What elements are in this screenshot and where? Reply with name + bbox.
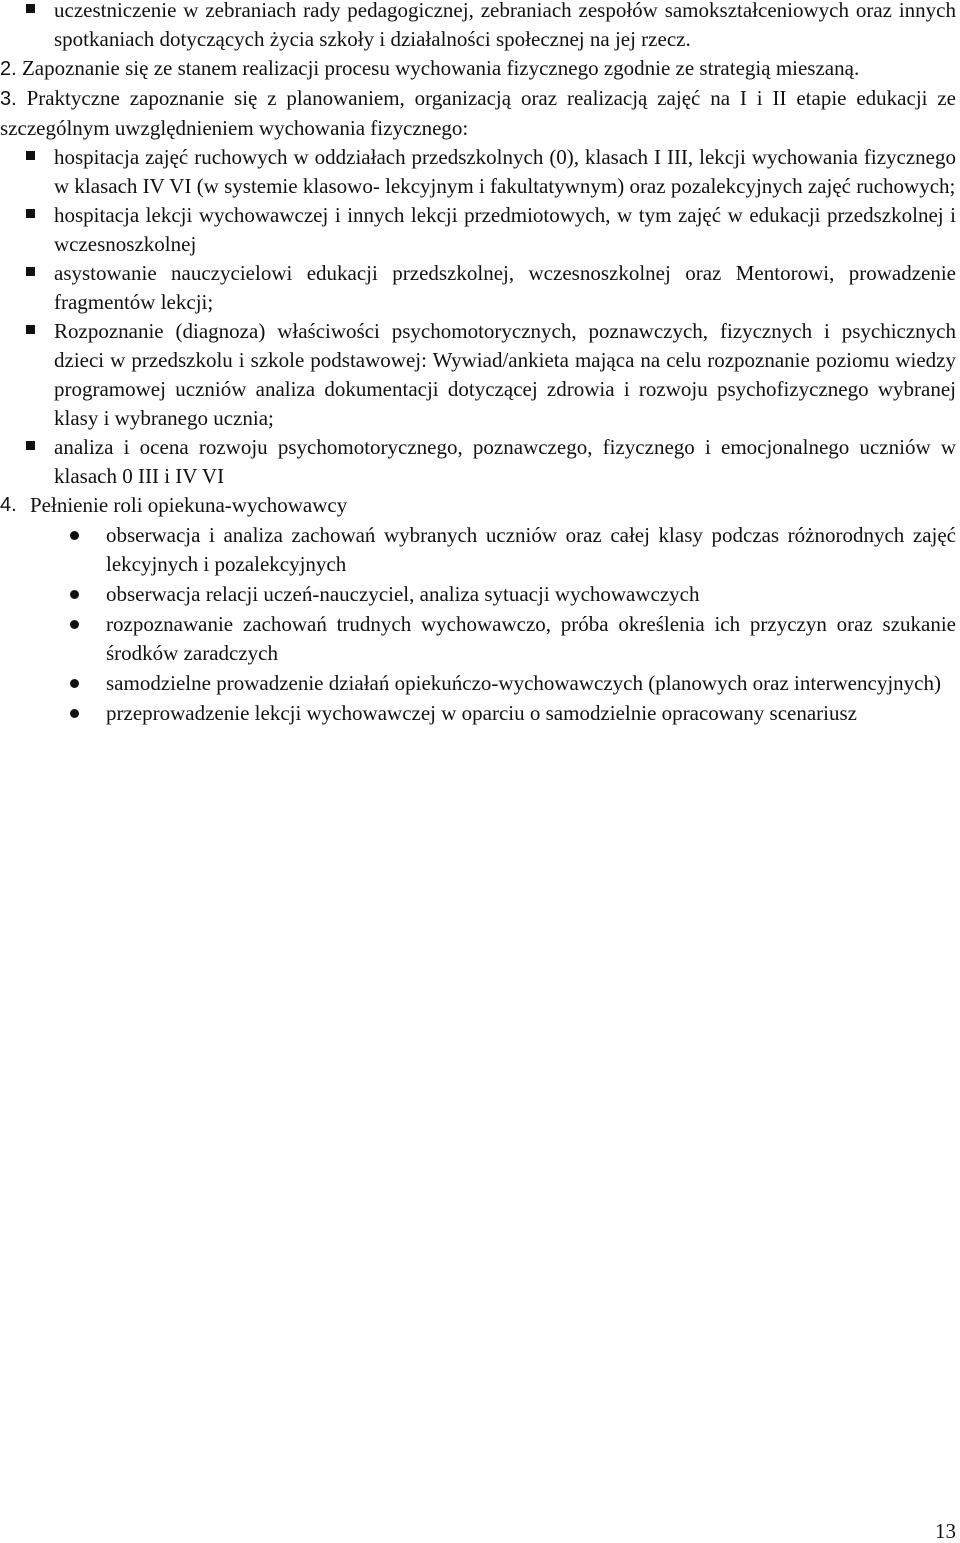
numbered-item-3 (0, 84, 956, 143)
list-item-text: przeprowadzenie lekcji wychowawczej w oparciu o samodzielnie opracowany scenariusz (106, 701, 857, 725)
round-bullet-icon (70, 531, 79, 540)
item-number: 3. (0, 88, 17, 110)
list-item (0, 201, 956, 259)
square-bullet-icon (26, 151, 35, 160)
list-item (0, 521, 956, 579)
list-item-text: uczestniczenie w zebraniach rady pedagogicznej, zebraniach zespołów samokształceniowych oraz innych spotkaniach dotyczących życia szkoły i działalności społecznej na jej rzecz. (54, 0, 956, 51)
list-item-text: obserwacja i analiza zachowań wybranych uczniów oraz całej klasy podczas różnorodnych zajęć lekcyjnych i pozalekcyjnych (106, 523, 956, 576)
numbered-item-2 (0, 54, 956, 84)
numbered-item-4 (0, 491, 956, 520)
list-item (0, 699, 956, 728)
round-bullet-icon (70, 620, 79, 629)
item-text: Praktyczne zapoznanie się z planowaniem, organizacją oraz realizacją zajęć na I i II etapie edukacji ze szczególnym uwzględnieniem wychowania fizycznego: (0, 86, 957, 140)
round-bullet-icon (70, 709, 79, 718)
list-item-text: asystowanie nauczycielowi edukacji przedszkolnej, wczesnoszkolnej oraz Mentorowi, prowadzenie fragmentów lekcji; (54, 261, 956, 314)
list-item (0, 259, 956, 317)
square-bullet-icon (26, 267, 35, 276)
list-item (0, 143, 956, 201)
list-item-text: analiza i ocena rozwoju psychomotorycznego, poznawczego, fizycznego i emocjonalnego uczniów w klasach 0 III i IV VI (54, 435, 956, 488)
list-item (0, 610, 956, 668)
item-number: 2. (0, 58, 17, 80)
list-item-text: hospitacja zajęć ruchowych w oddziałach przedszkolnych (0), klasach I III, lekcji wychowania fizycznego w klasach IV VI (w systemie klasowo- lekcyjnym i fakultatywnym) oraz pozalekcyjnych zajęć ruchowych; (54, 145, 956, 198)
document-content (0, 0, 956, 728)
list-item-text: obserwacja relacji uczeń-nauczyciel, analiza sytuacji wychowawczych (106, 582, 700, 606)
square-bullet-icon (26, 209, 35, 218)
item-number: 4. (0, 494, 17, 516)
list-item (0, 580, 956, 609)
page-number: 13 (935, 1519, 956, 1543)
list-item-text: hospitacja lekcji wychowawczej i innych lekcji przedmiotowych, w tym zajęć w edukacji przedszkolnej i wczesnoszkolnej (54, 203, 956, 256)
list-item-text: Rozpoznanie (diagnoza) właściwości psychomotorycznych, poznawczych, fizycznych i psychicznych dzieci w przedszkolu i szkole podstawowej: Wywiad/ankieta mająca na celu rozpoznanie poziomu wiedzy programowej uczniów analiza dokumentacji dotyczącej zdrowia i rozwoju psychofizycznego wybranej klasy i wybranego ucznia; (54, 319, 956, 430)
list-item-text: samodzielne prowadzenie działań opiekuńczo-wychowawczych (planowych oraz interwencyjnych) (106, 671, 941, 695)
square-bullet-icon (26, 4, 35, 13)
round-bullet-icon (70, 590, 79, 599)
round-bullet-icon (70, 679, 79, 688)
item-text: Zapoznanie się ze stanem realizacji procesu wychowania fizycznego zgodnie ze strategią mieszaną. (21, 56, 860, 80)
list-item-text: rozpoznawanie zachowań trudnych wychowawczo, próba określenia ich przyczyn oraz szukanie środków zaradczych (106, 612, 956, 665)
square-bullet-icon (26, 325, 35, 334)
list-item (0, 0, 956, 54)
list-item (0, 317, 956, 433)
item-text: Pełnienie roli opiekuna-wychowawcy (30, 493, 348, 517)
list-item (0, 433, 956, 491)
list-item (0, 669, 956, 698)
square-bullet-icon (26, 441, 35, 450)
